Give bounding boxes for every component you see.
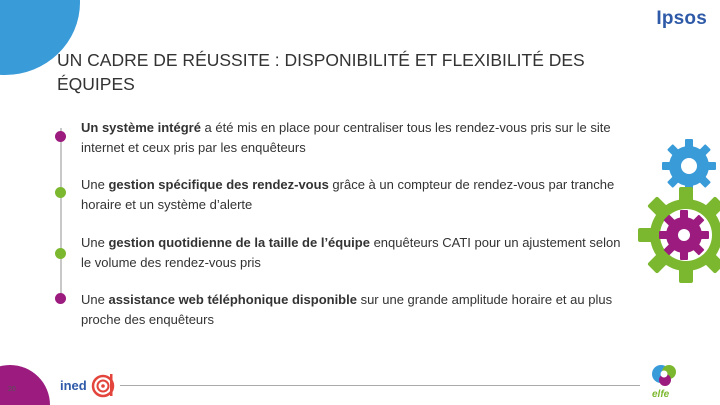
bullet-2: Une gestion spécifique des rendez-vous grâce à un compteur de rendez-vous par tranche horaire et un système d’alerte xyxy=(81,177,615,212)
bullet-dot-2 xyxy=(55,187,66,198)
timeline-line xyxy=(60,128,62,300)
bullet-3: Une gestion quotidienne de la taille de l’équipe enquêteurs CATI pour un ajustement selon le volume des rendez-vous pris xyxy=(81,235,621,270)
bullet-dot-3 xyxy=(55,248,66,259)
bullet-dot-1 xyxy=(55,131,66,142)
ined-label: ined xyxy=(60,377,87,393)
corner-decoration-bottom-left xyxy=(0,365,50,405)
ipsos-logo: Ipsos xyxy=(656,8,707,29)
ined-logo-icon xyxy=(90,372,116,398)
bullet-dot-4 xyxy=(55,293,66,304)
bullet-4: Une assistance web téléphonique disponible sur une grande amplitude horaire et au plus proche des enquêteurs xyxy=(81,292,613,327)
ined-logo xyxy=(60,372,116,398)
page-title: UN CADRE DE RÉUSSITE : DISPONIBILITÉ ET FLEXIBILITÉ DES ÉQUIPES xyxy=(57,50,585,94)
bullet-1: Un système intégré a été mis en place pour centraliser tous les rendez-vous pris sur le site internet et ceux pris par les enquêteurs xyxy=(81,120,611,155)
elfe-label: elfe xyxy=(652,389,670,400)
page-number: 20 xyxy=(8,386,16,393)
footer-divider xyxy=(120,385,640,386)
gear-purple-icon xyxy=(656,207,712,263)
